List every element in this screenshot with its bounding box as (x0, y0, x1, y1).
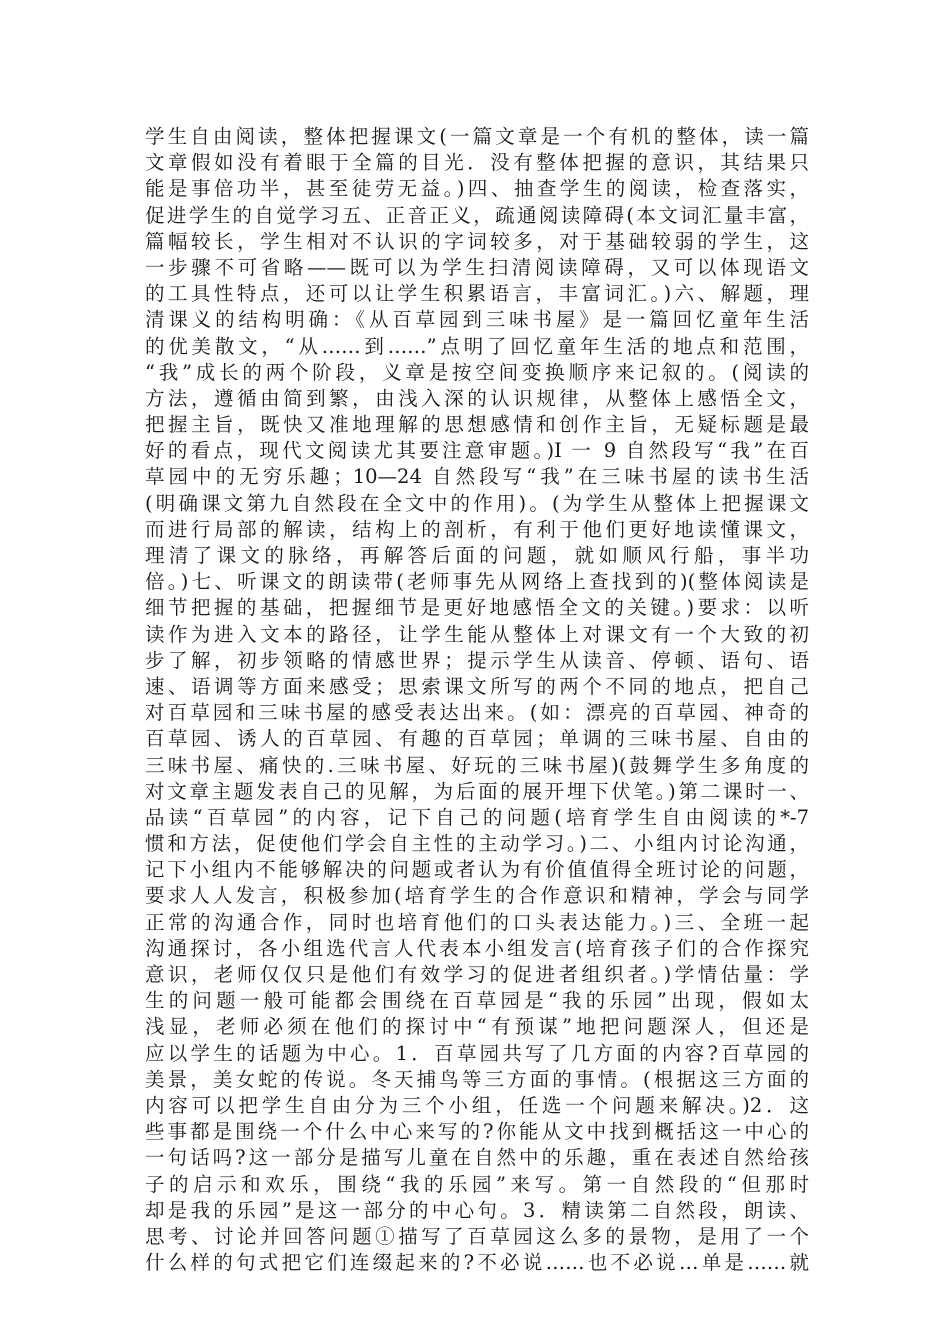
text-line: 些事都是围绕一个什么中心来写的?你能从文中找到概括这一中心的 (145, 1120, 809, 1144)
text-line: 读作为进入文本的路径，让学生能从整体上对课文有一个大致的初 (145, 622, 809, 646)
text-line: 文章假如没有着眼于全篇的目光．没有整体把握的意识，其结果只 (145, 151, 809, 175)
text-line: 对文章主题发表自己的见解，为后面的展开埋下伏笔。)第二课时一、 (145, 779, 809, 803)
text-line: 百草园、诱人的百草园、有趣的百草园；单调的三味书屋、自由的 (145, 727, 809, 751)
text-line: “我”成长的两个阶段，义章是按空间变换顺序来记叙的。(阅读的 (145, 360, 809, 384)
text-line: 三味书屋、痛快的.三味书屋、好玩的三味书屋)(鼓舞学生多角度的 (145, 753, 809, 777)
text-line: 能是事倍功半，甚至徒劳无益。)四、抽查学生的阅读，检查落实， (145, 177, 809, 201)
text-line: 的工具性特点，还可以让学生积累语言，丰富词汇。)六、解题，理 (145, 282, 809, 306)
text-line: 美景，美女蛇的传说。冬天捕鸟等三方面的事情。(根据这三方面的 (145, 1067, 809, 1091)
text-line: 一句话吗?这一部分是描写儿童在自然中的乐趣，重在表述自然给孩 (145, 1146, 809, 1170)
text-line: 促进学生的自觉学习五、正音正义，疏通阅读障碍(本文词汇量丰富， (145, 203, 809, 227)
text-line: 子的启示和欢乐，围绕“我的乐园”来写。第一自然段的“但那时 (145, 1172, 809, 1196)
text-line: 沟通探讨，各小组选代言人代表本小组发言(培育孩子们的合作探究 (145, 936, 809, 960)
text-line: 一步骤不可省略——既可以为学生扫清阅读障碍，又可以体现语文 (145, 255, 809, 279)
text-line: (明确课文第九自然段在全文中的作用)。(为学生从整体上把握课文 (145, 491, 809, 515)
text-line: 惯和方法，促使他们学会自主性的主动学习。)二、小组内讨论沟通， (145, 832, 809, 856)
text-line: 却是我的乐园”是这一部分的中心句。3．精读第二自然段，朗读、 (145, 1198, 809, 1222)
text-line: 速、语调等方面来感受；思索课文所写的两个不同的地点，把自己 (145, 674, 809, 698)
text-line: 记下小组内不能够解决的问题或者认为有价值值得全班讨论的问题， (145, 858, 809, 882)
text-line: 方法，遵循由简到繁，由浅入深的认识规律，从整体上感悟全文， (145, 386, 809, 410)
text-line: 意识，老师仅仅只是他们有效学习的促进者组织者。)学情估量：学 (145, 963, 809, 986)
text-line: 理清了课文的脉络，再解答后面的问题，就如顺风行船，事半功 (145, 544, 809, 567)
text-line: 细节把握的基础，把握细节是更好地感悟全文的关键。)要求：以听 (145, 596, 809, 620)
text-line: 对百草园和三味书屋的感受表达出来。(如：漂亮的百草园、神奇的 (145, 701, 809, 725)
text-line: 把握主旨，既快又准地理解的思想感情和创作主旨，无疑标题是最 (145, 413, 809, 437)
text-line: 清课义的结构明确：《从百草园到三味书屋》是一篇回忆童年生活 (145, 308, 809, 332)
text-line: 倍。)七、听课文的朗读带(老师事先从网络上查找到的)(整体阅读是 (145, 570, 809, 594)
text-line: 而进行局部的解读，结构上的剖析，有利于他们更好地读懂课文， (145, 517, 809, 541)
text-line: 思考、讨论并回答问题①描写了百草园这么多的景物，是用了一个 (145, 1224, 809, 1248)
text-line: 应以学生的话题为中心。1．百草园共写了几方面的内容?百草园的 (145, 1041, 809, 1065)
text-line: 内容可以把学生自由分为三个小组，任选一个问题来解决。)2．这 (145, 1093, 809, 1117)
text-line: 步了解，初步领略的情感世界；提示学生从读音、停顿、语句、语 (145, 648, 809, 672)
text-line: 正常的沟通合作，同时也培育他们的口头表达能力。)三、全班一起 (145, 910, 809, 934)
text-line: 什么样的句式把它们连缀起来的?不必说……也不必说…单是……就 (145, 1251, 809, 1275)
text-line: 篇幅较长，学生相对不认识的字词较多，对于基础较弱的学生，这 (145, 229, 809, 253)
text-line: 学生自由阅读，整体把握课文(一篇文章是一个有机的整体，读一篇 (145, 125, 809, 148)
text-line: 草园中的无穷乐趣；10—24 自然段写“我”在三味书屋的读书生活 (145, 465, 809, 489)
body-text (145, 124, 809, 1276)
text-line: 生的问题一般可能都会围绕在百草园是“我的乐园”出现，假如太 (145, 989, 809, 1013)
text-line: 浅显，老师必须在他们的探讨中“有预谋”地把问题深人，但还是 (145, 1015, 809, 1039)
text-line: 要求人人发言，积极参加(培育学生的合作意识和精神，学会与同学 (145, 884, 809, 908)
text-line: 好的看点，现代文阅读尤其要注意审题。)I 一 9 自然段写“我”在百 (145, 439, 809, 463)
text-line: 品读“百草园”的内容，记下自己的问题(培育学生自由阅读的*-7 (145, 805, 809, 829)
text-line: 的优美散文，“从……到……”点明了回忆童年生活的地点和范围， (145, 334, 809, 358)
